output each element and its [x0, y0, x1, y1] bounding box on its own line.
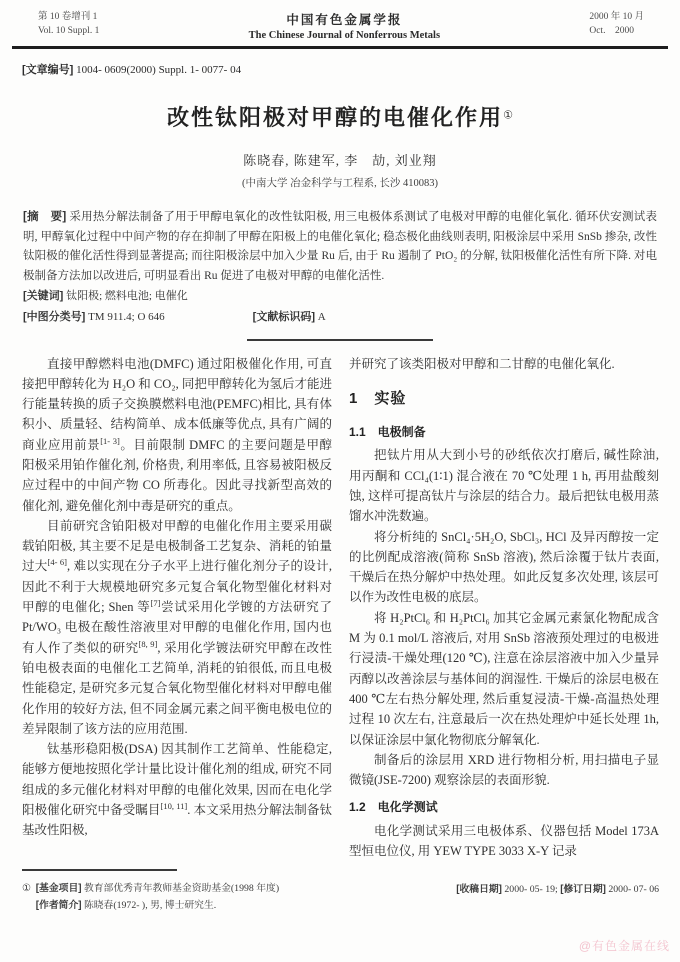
fund-text: 教育部优秀青年教师基金资助基金(1998 年度)	[83, 882, 280, 894]
paragraph: 制备后的涂层用 XRD 进行物相分析, 用扫描电子显微镜(JSE-7200) 观察涂层的表面形貌.	[349, 752, 659, 788]
subsection-heading-electrode-prep: 1.1 电极制备	[349, 425, 426, 440]
bio-label: [作者简介]	[35, 899, 82, 911]
dates-line	[456, 881, 659, 895]
footnote-rule	[22, 869, 177, 871]
keywords-text: 钛阳极; 燃料电池; 电催化	[66, 290, 188, 302]
clc-label: [中图分类号]	[23, 310, 86, 323]
volume-info-en: Vol. 10 Suppl. 1	[38, 26, 100, 36]
received-value: 2000- 05- 19;	[504, 884, 558, 896]
subsection-heading-electrochem-test: 1.2 电化学测试	[349, 800, 438, 815]
section-divider	[247, 339, 433, 341]
paragraph: 将 H₂PtCl₆ 和 H₂PtCl₆ 加其它金属元素氯化物配成含 M 为 0.1 mol/L 溶液后, 对用 SnSb 溶液预处理过的电极进行浸渍-干燥处理(120 ℃), 注意在涂层溶液中加入少量异丙醇以改善涂层与基体间的润湿性. 干燥后的涂层电极在 400 ℃左右热分解处理, 然后重复浸渍-干燥-高温热处理过程 10 次左右, 注意最后一次在热处理炉中延长处理 1h, 以保证涂层中氯化物彻底分解氧化.	[349, 610, 659, 747]
volume-info-cn: 第 10 卷增刊 1	[38, 12, 98, 22]
keywords-line	[23, 286, 657, 307]
watermark: @有色金属在线	[578, 939, 670, 953]
journal-title-cn: 中国有色金属学报	[286, 13, 403, 27]
journal-title-block	[249, 10, 440, 41]
affiliation-line: (中南大学 冶金科学与工程系, 长沙 410083)	[242, 178, 438, 189]
abstract-text: 采用热分解法制备了用于甲醇电氧化的改性钛阳极, 用三电极体系测试了电极对甲醇的电催化氧化. 循环伏安测试表明, 甲醇氧化过程中中间产物的存在抑制了甲醇在阳极上的电催化氧化; 稳态极化曲线则表明, 阳极涂层中采用 SnSb 掺杂, 改性钛阳极的催化活性得到显著提高; 而往阳极涂层中加入少量 Ru 后, 由于 Ru 遏制了 PtO₂ 的分解, 钛阳极催化活性有所下降. 对电极制备方法加以改进后, 可明显看出 Ru 促进了电极对甲醇的电催化活性.	[23, 211, 658, 282]
paragraph: 并研究了该类阳极对甲醇和二甘醇的电催化氧化.	[349, 356, 615, 371]
paper-title: 改性钛阳极对甲醇的电催化作用	[167, 105, 504, 130]
issue-date	[589, 10, 644, 38]
footnote-mark: ①	[22, 882, 31, 894]
clc-group	[23, 307, 165, 328]
footnote-lines	[36, 880, 362, 914]
paragraph: 将分析纯的 SnCl₄·5H₂O, SbCl₃, HCl 及异丙醇按一定的比例配成溶液(简称 SnSb 溶液), 然后涂覆于钛片表面, 干燥后在热分解炉中热处理。如此反复多次处理, 该层可以作为改性电极的底层。	[349, 529, 659, 605]
header-rule	[12, 46, 668, 49]
volume-info	[38, 10, 99, 38]
title-footnote-mark: ①	[503, 109, 513, 122]
journal-header	[0, 0, 680, 41]
issue-date-cn: 2000 年 10 月	[589, 12, 644, 22]
footnote-block	[22, 869, 362, 914]
body-columns	[22, 354, 659, 862]
paragraph: 直接甲醇燃料电池(DMFC) 通过阳极催化作用, 可直接把甲醇转化为 H₂O 和 CO₂, 同把甲醇转化为氢后才能进行能量转换的质子交换膜燃料电池(PEMFC)相比, 具有体积小、质量轻、结构简单、成本低廉等优点, 具有广阔的商业应用前景[1- 3]。目前限制 DMFC 的主要问题是甲醇阳极采用铂作催化剂, 价格贵, 利用率低, 且容易被阳极反应过程中的中间产物 CO 所毒化。因此寻找新型高效的催化剂, 避免催化剂中毒是研究的重点。	[22, 356, 332, 513]
body-left-column	[22, 354, 332, 862]
section-heading-experiment: 1 实验	[349, 389, 407, 407]
paragraph: 目前研究含铂阳极对甲醇的电催化作用主要采用碳载铂阳极, 其主要不足是电极制备工艺复杂、消耗的铂量过大[4- 6], 难以实现在分子水平上进行催化剂分子的设计, 因此不利于大规模地研究多元复合氧化物型催化材料对甲醇的电催化; Shen 等[7]尝试采用化学镀的方法研究了 Pt/WO₃ 电极在酸性溶液里对甲醇的电催化作用, 国内也有人作了类似的研究[8, 9], 采用化学镀法研究甲醇在改性铂电极表面的电催化工艺简单, 消耗的铂很低, 而且电极性能稳定, 是研究多元复合氧化物型催化材料对甲醇电催化作用的较好方法, 但不同金属元素之间平衡电极电位的差异限制了该方法的应用范围.	[22, 518, 332, 736]
fund-label: [基金项目]	[35, 882, 82, 894]
clc-value: TM 911.4; O 646	[88, 310, 165, 323]
body-right-column	[349, 354, 659, 862]
doc-code-group	[253, 307, 326, 328]
issue-date-en: Oct. 2000	[589, 26, 634, 36]
journal-title-en: The Chinese Journal of Nonferrous Metals	[248, 30, 441, 41]
bio-line	[36, 897, 362, 914]
doc-code-value: A	[317, 310, 326, 323]
paragraph: 钛基形稳阳极(DSA) 因其制作工艺简单、性能稳定, 能够方便地按照化学计量比设计催化剂的组成, 研究不同组成的多元催化材料对甲醇的电催化效果, 因而在电化学阳极催化研究中备受瞩目[10, 11]. 本文采用热分解法制备钛基改性阳极,	[22, 742, 332, 838]
paragraph: 电化学测试采用三电极体系、仪器包括 Model 173A 型恒电位仪, 用 YEW TYPE 3033 X-Y 记录	[349, 823, 659, 859]
keywords-label: [关键词]	[23, 290, 64, 302]
paragraph: 把钛片用从大到小号的砂纸依次打磨后, 碱性除油, 用丙酮和 CCl₄(1∶1) 混合液在 70 ℃处理 1 h, 再用盐酸刻蚀, 这样可提高钛片与涂层的结合力。最后把钛电极用蒸馏水冲洗数遍。	[349, 448, 659, 524]
article-number-label: [文章编号]	[22, 64, 74, 76]
authors-line: 陈晓春, 陈建军, 李 劼, 刘业翔	[243, 153, 437, 168]
abstract-paragraph	[23, 208, 657, 286]
title-line	[0, 101, 680, 132]
footer-area	[22, 869, 659, 914]
revised-value: 2000- 07- 06	[608, 884, 659, 896]
revised-label: [修订日期]	[560, 884, 606, 896]
footnote-body	[22, 880, 362, 914]
abstract-label: [摘 要]	[23, 211, 67, 223]
bio-text: 陈晓春(1972- ), 男, 博士研究生.	[83, 899, 217, 911]
article-number-value: 1004- 0609(2000) Suppl. 1- 0077- 04	[76, 64, 242, 76]
fund-line	[36, 880, 362, 897]
received-label: [收稿日期]	[456, 884, 502, 896]
doc-code-label: [文献标识码]	[252, 310, 315, 323]
clc-line	[23, 307, 657, 328]
article-number-line	[22, 61, 680, 77]
